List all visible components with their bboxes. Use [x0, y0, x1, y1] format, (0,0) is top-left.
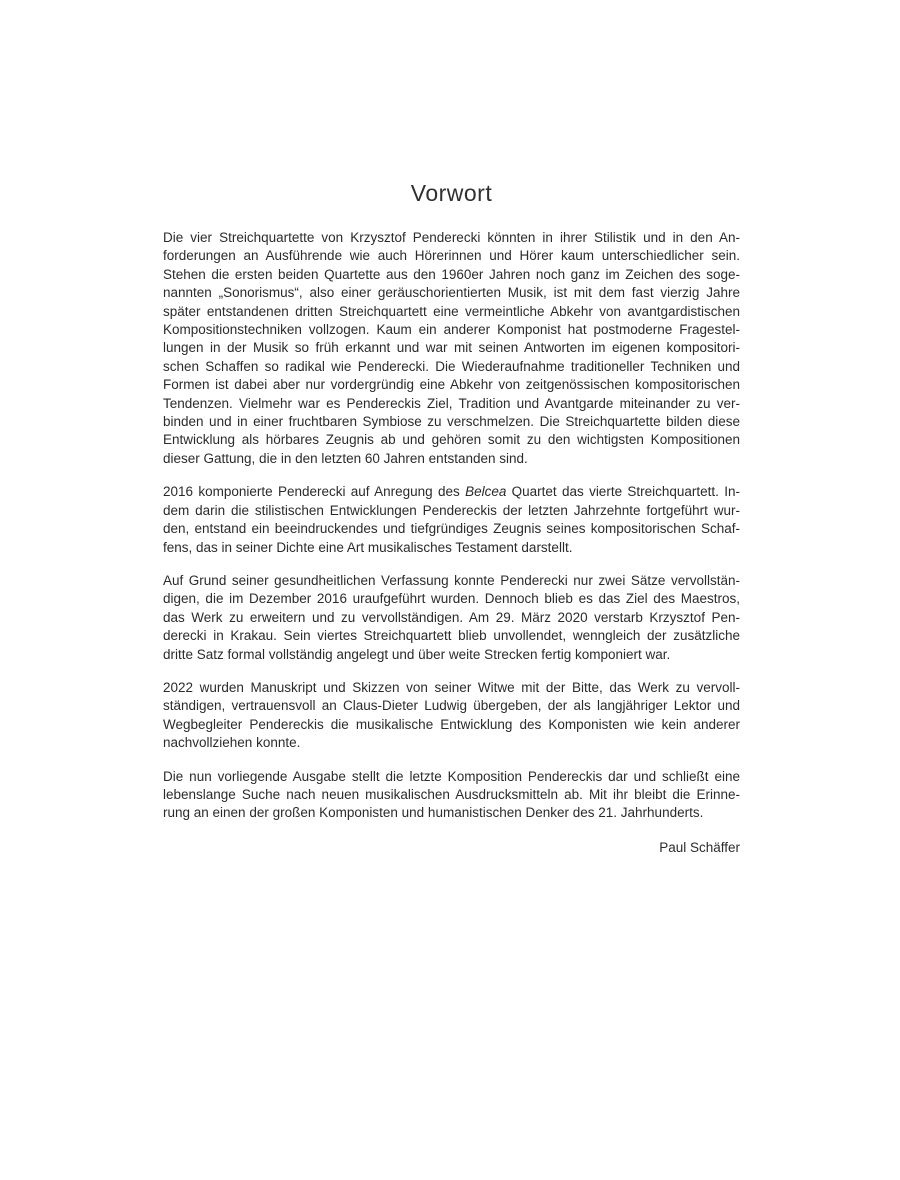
text-line: rung an einen der großen Komponisten und humanistischen Denker des 21. Jahrhunderts. [163, 805, 704, 821]
paragraph [163, 572, 740, 664]
text-line: Die nun vorliegende Ausgabe stellt die letzte Komposition Pendereckis dar und schließt eine [163, 768, 740, 784]
paragraph [163, 483, 740, 557]
paragraph [163, 229, 740, 468]
text-line: schen Schaffen so radikal wie Penderecki. Die Wiederaufnahme traditioneller Techniken und [163, 358, 740, 374]
text-line: ständigen, vertrauensvoll an Claus-Dieter Ludwig übergeben, der als langjähriger Lektor und [163, 698, 740, 714]
text-line: Formen ist dabei aber nur vordergründig eine Abkehr von zeitgenössischen kompositorischen [163, 377, 740, 393]
text-line: lebenslange Suche nach neuen musikalischen Ausdrucksmitteln ab. Mit ihr bleibt die Erinne- [163, 786, 740, 802]
text-line: später entstandenen dritten Streichquartett eine vermeintliche Abkehr von avantgardistischen [163, 303, 740, 319]
text-line: Kompositionstechniken vollzogen. Kaum ein anderer Komponist hat postmoderne Fragestel- [163, 322, 740, 338]
text-line: nachvollziehen konnte. [163, 735, 301, 751]
text-line: lungen in der Musik so früh erkannt und war mit seinen Antworten im eigenen kompositori- [163, 340, 740, 356]
text-line: Die vier Streichquartette von Krzysztof Penderecki könnten in ihrer Stilistik und in den An- [163, 230, 740, 245]
text-line: Entwicklung als hörbares Zeugnis ab und gehören somit zu den wichtigsten Kompositionen [163, 432, 740, 448]
text-line: derecki in Krakau. Sein viertes Streichquartett blieb unvollendet, wenngleich der zusätzliche [163, 628, 740, 644]
text-line: 2016 komponierte Penderecki auf Anregung des Belcea Quartet das vierte Streichquartett. In- [163, 484, 740, 500]
text-line: 2022 wurden Manuskript und Skizzen von seiner Witwe mit der Bitte, das Werk zu vervoll- [163, 679, 740, 695]
text-line: dieser Gattung, die in den letzten 60 Jahren entstanden sind. [163, 450, 528, 466]
text-line: Tendenzen. Vielmehr war es Pendereckis Ziel, Tradition und Avantgarde miteinander zu ver- [163, 395, 740, 411]
text-line: binden und in einer fruchtbaren Symbiose zu verschmelzen. Die Streichquartette bilden diese [163, 414, 740, 430]
emphasized-text: Belcea [465, 484, 507, 500]
text-line: dem darin die stilistischen Entwicklungen Pendereckis der letzten Jahrzehnte fortgeführt wur- [163, 502, 740, 518]
text-line: digen, die im Dezember 2016 uraufgeführt wurden. Dennoch blieb es das Ziel des Maestros, [163, 591, 740, 607]
paragraph [163, 679, 740, 753]
text-line: dritte Satz formal vollständig angelegt und über weite Strecken fertig komponiert war. [163, 646, 671, 662]
text-line: den, entstand ein beeindruckendes und tiefgründiges Zeugnis seines kompositorischen Schaf- [163, 521, 740, 537]
text-line: nannten „Sonorismus“, also einer geräuschorientierten Musik, ist mit dem fast vierzig Jahre [163, 285, 740, 301]
text-line: Stehen die ersten beiden Quartette aus den 1960er Jahren noch ganz im Zeichen des soge- [163, 266, 740, 282]
text-line: forderungen an Ausführende wie auch Hörerinnen und Hörer kaum unterschiedlicher sein. [163, 248, 740, 264]
preface-body [163, 229, 740, 823]
text-line: Auf Grund seiner gesundheitlichen Verfassung konnte Penderecki nur zwei Sätze vervollstän- [163, 572, 740, 588]
text-line: Wegbegleiter Pendereckis die musikalische Entwicklung des Komponisten wie kein anderer [163, 716, 740, 732]
signature: Paul Schäffer [659, 839, 740, 855]
page-title: Vorwort [410, 180, 493, 206]
text-line: das Werk zu erweitern und zu vervollständigen. Am 29. März 2020 verstarb Krzysztof Pen- [163, 609, 740, 625]
text-line: fens, das in seiner Dichte eine Art musikalisches Testament darstellt. [163, 539, 573, 555]
paragraph [163, 768, 740, 823]
